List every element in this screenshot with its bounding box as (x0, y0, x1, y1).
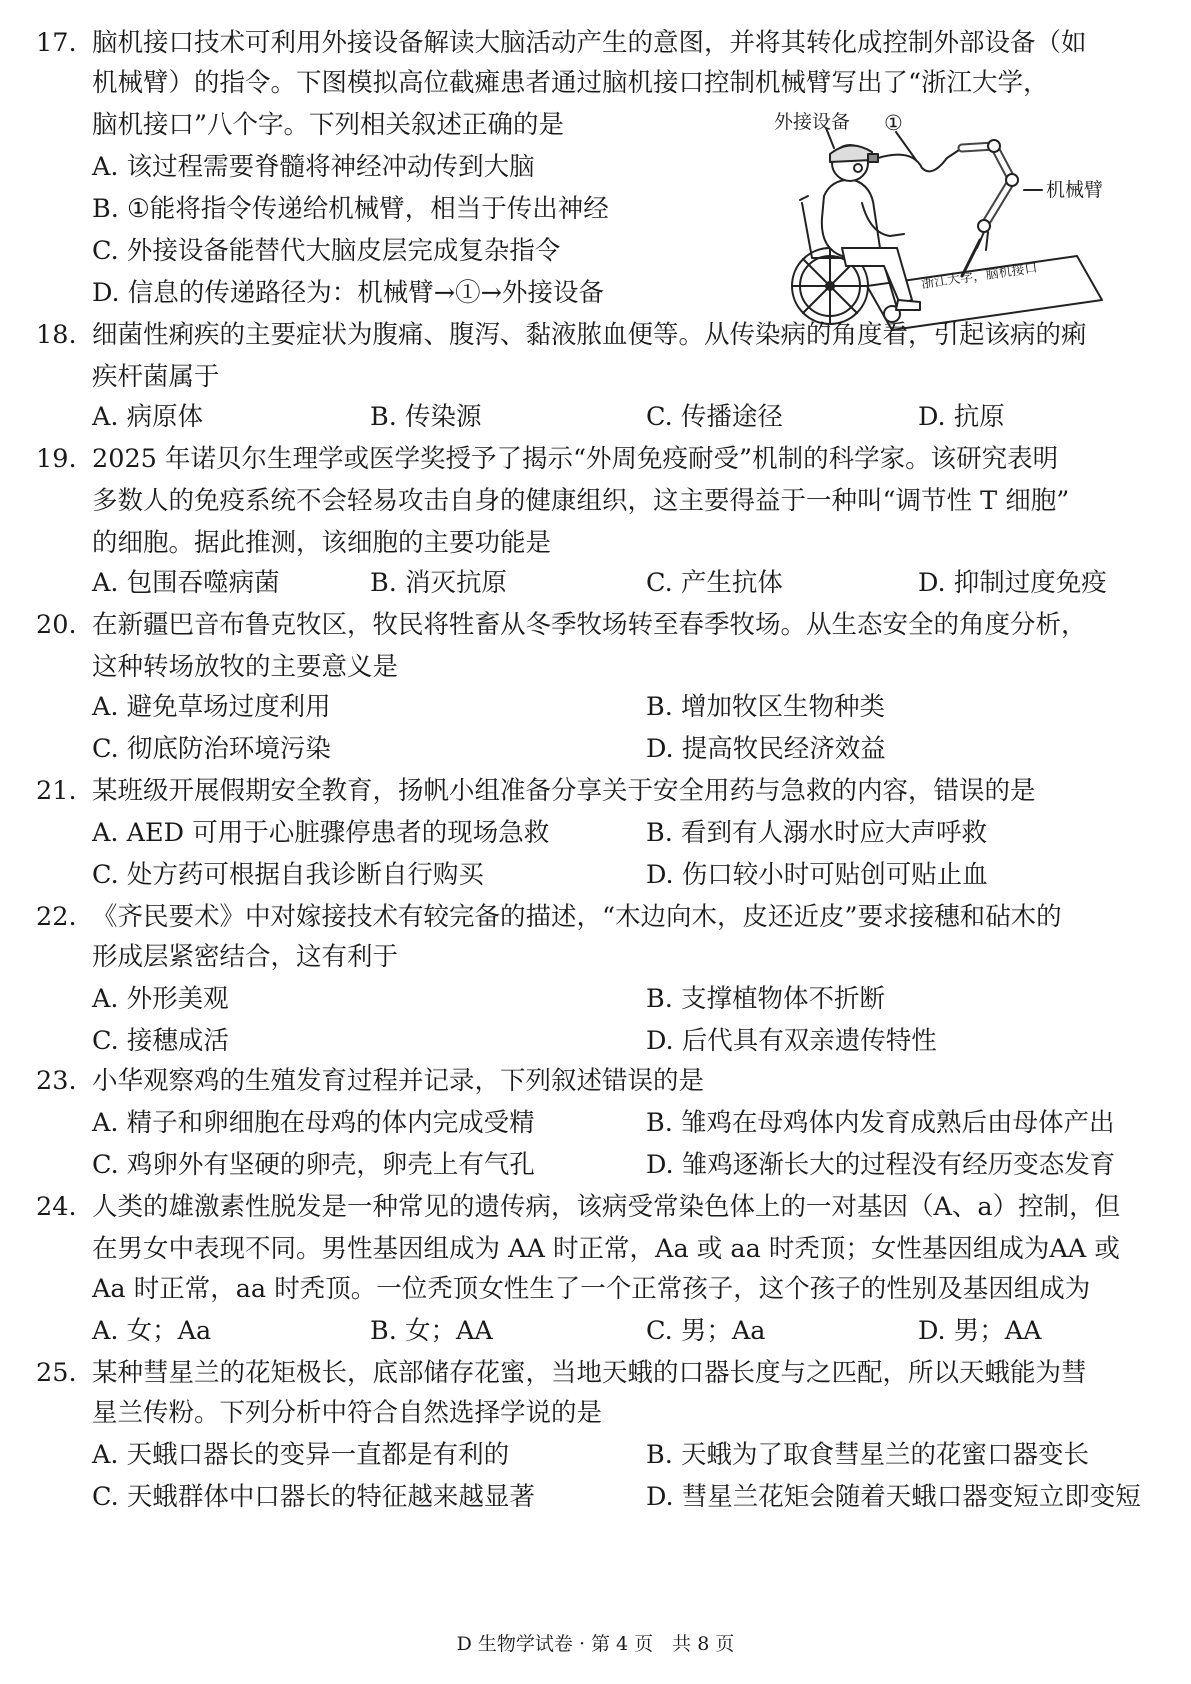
q17-number: 17. (36, 28, 77, 58)
q17-stem-1: 脑机接口技术可利用外接设备解读大脑活动产生的意图，并将其转化成控制外部设备（如 (92, 28, 1087, 58)
q25-option-d: D. 彗星兰花矩会随着天蛾口器变短立即变短 (646, 1482, 1141, 1512)
paper-written-text: 浙江大学，脑机接口 (920, 259, 1039, 291)
page-footer: D 生物学试卷 · 第 4 页 共 8 页 (456, 1633, 735, 1655)
q25-option-b: B. 天蛾为了取食彗星兰的花蜜口器变长 (646, 1440, 1089, 1470)
q23-option-a: A. 精子和卵细胞在母鸡的体内完成受精 (92, 1108, 535, 1138)
q18-stem-2: 疾杆菌属于 (92, 362, 220, 392)
q19-option-a: A. 包围吞噬病菌 (92, 568, 280, 598)
q24-stem-3: Aa 时正常，aa 时秃顶。一位秃顶女性生了一个正常孩子，这个孩子的性别及基因组成为 (92, 1274, 1091, 1304)
q17-stem-2: 机械臂）的指令。下图模拟高位截瘫患者通过脑机接口控制机械臂写出了“浙江大学， (92, 68, 1049, 98)
q18-option-a: A. 病原体 (92, 402, 204, 432)
q25-stem-1: 某种彗星兰的花矩极长，底部储存花蜜，当地天蛾的口器长度与之匹配，所以天蛾能为彗 (92, 1358, 1087, 1388)
q19-option-d: D. 抑制过度免疫 (918, 568, 1107, 598)
robotic-arm (962, 146, 1012, 226)
q22-option-a: A. 外形美观 (92, 984, 229, 1014)
q24-number: 24. (36, 1192, 77, 1222)
q20-stem-1: 在新疆巴音布鲁克牧区，牧民将牲畜从冬季牧场转至春季牧场。从生态安全的角度分析， (92, 610, 1087, 640)
q22-option-d: D. 后代具有双亲遗传特性 (646, 1026, 937, 1056)
q24-option-c: C. 男；Aa (646, 1316, 766, 1346)
q18-option-b: B. 传染源 (370, 402, 482, 432)
q20-option-b: B. 增加牧区生物种类 (646, 692, 885, 722)
q17-option-b: B. ①能将指令传递给机械臂，相当于传出神经 (92, 194, 609, 224)
q20-option-a: A. 避免草场过度利用 (92, 692, 331, 722)
q23-number: 23. (36, 1066, 77, 1096)
q23-stem-1: 小华观察鸡的生殖发育过程并记录，下列叙述错误的是 (92, 1066, 705, 1096)
q23-option-c: C. 鸡卵外有坚硬的卵壳，卵壳上有气孔 (92, 1150, 535, 1180)
q24-option-d: D. 男；AA (918, 1316, 1042, 1346)
q19-number: 19. (36, 444, 77, 474)
q18-number: 18. (36, 320, 77, 350)
q24-option-a: A. 女；Aa (92, 1316, 212, 1346)
q19-stem-2: 多数人的免疫系统不会轻易攻击自身的健康组织，这主要得益于一种叫“调节性 T 细胞” (92, 486, 1070, 516)
label-robotic-arm: 机械臂 (1046, 180, 1104, 201)
q21-option-d: D. 伤口较小时可贴创可贴止血 (646, 860, 988, 890)
external-device (830, 145, 872, 162)
cable-1 (878, 148, 962, 171)
q25-option-a: A. 天蛾口器长的变异一直都是有利的 (92, 1440, 510, 1470)
q23-option-d: D. 雏鸡逐渐长大的过程没有经历变态发育 (646, 1150, 1116, 1180)
q20-option-d: D. 提高牧民经济效益 (646, 734, 886, 764)
brain-computer-interface-figure (772, 108, 1172, 333)
q25-option-c: C. 天蛾群体中口器长的特征越来越显著 (92, 1482, 535, 1512)
q17-option-d: D. 信息的传递路径为：机械臂→①→外接设备 (92, 278, 604, 308)
q20-number: 20. (36, 610, 77, 640)
q17-stem-3: 脑机接口”八个字。下列相关叙述正确的是 (92, 110, 565, 140)
q21-option-a: A. AED 可用于心脏骤停患者的现场急救 (92, 818, 550, 848)
q22-number: 22. (36, 902, 77, 932)
q24-stem-2: 在男女中表现不同。男性基因组成为 AA 时正常，Aa 或 aa 时秃顶；女性基因组成为AA 或 (92, 1234, 1120, 1264)
q18-option-d: D. 抗原 (918, 402, 1005, 432)
q17-option-a: A. 该过程需要脊髓将神经冲动传到大脑 (92, 152, 535, 182)
q24-option-b: B. 女；AA (370, 1316, 493, 1346)
q23-option-b: B. 雏鸡在母鸡体内发育成熟后由母体产出 (646, 1108, 1115, 1138)
q25-number: 25. (36, 1358, 77, 1388)
q21-number: 21. (36, 776, 77, 806)
q21-option-c: C. 处方药可根据自我诊断自行购买 (92, 860, 484, 890)
q22-option-b: B. 支撑植物体不折断 (646, 984, 885, 1014)
bci-illustration (772, 108, 1172, 333)
q22-option-c: C. 接穗成活 (92, 1026, 229, 1056)
q24-stem-1: 人类的雄激素性脱发是一种常见的遗传病，该病受常染色体上的一对基因（A、a）控制，但 (92, 1192, 1121, 1222)
q19-option-c: C. 产生抗体 (646, 568, 783, 598)
q19-stem-1: 2025 年诺贝尔生理学或医学奖授予了揭示“外周免疫耐受”机制的科学家。该研究表明 (92, 444, 1059, 474)
label-external-device: 外接设备 (774, 112, 851, 133)
q22-stem-1: 《齐民要术》中对嫁接技术有较完备的描述，“木边向木，皮还近皮”要求接穗和砧木的 (92, 902, 1062, 932)
label-cable-1: ① (884, 112, 903, 135)
q20-stem-2: 这种转场放牧的主要意义是 (92, 652, 399, 682)
q21-stem-1: 某班级开展假期安全教育，扬帆小组准备分享关于安全用药与急救的内容，错误的是 (92, 776, 1036, 806)
q22-stem-2: 形成层紧密结合，这有利于 (92, 942, 399, 972)
q17-option-c: C. 外接设备能替代大脑皮层完成复杂指令 (92, 236, 561, 266)
q19-stem-3: 的细胞。据此推测，该细胞的主要功能是 (92, 528, 552, 558)
q21-option-b: B. 看到有人溺水时应大声呼救 (646, 818, 987, 848)
q20-option-c: C. 彻底防治环境污染 (92, 734, 331, 764)
q18-option-c: C. 传播途径 (646, 402, 783, 432)
q25-stem-2: 星兰传粉。下列分析中符合自然选择学说的是 (92, 1398, 603, 1428)
q19-option-b: B. 消灭抗原 (370, 568, 507, 598)
q18-stem-1: 细菌性痢疾的主要症状为腹痛、腹泻、黏液脓血便等。从传染病的角度看，引起该病的痢 (92, 320, 1087, 350)
